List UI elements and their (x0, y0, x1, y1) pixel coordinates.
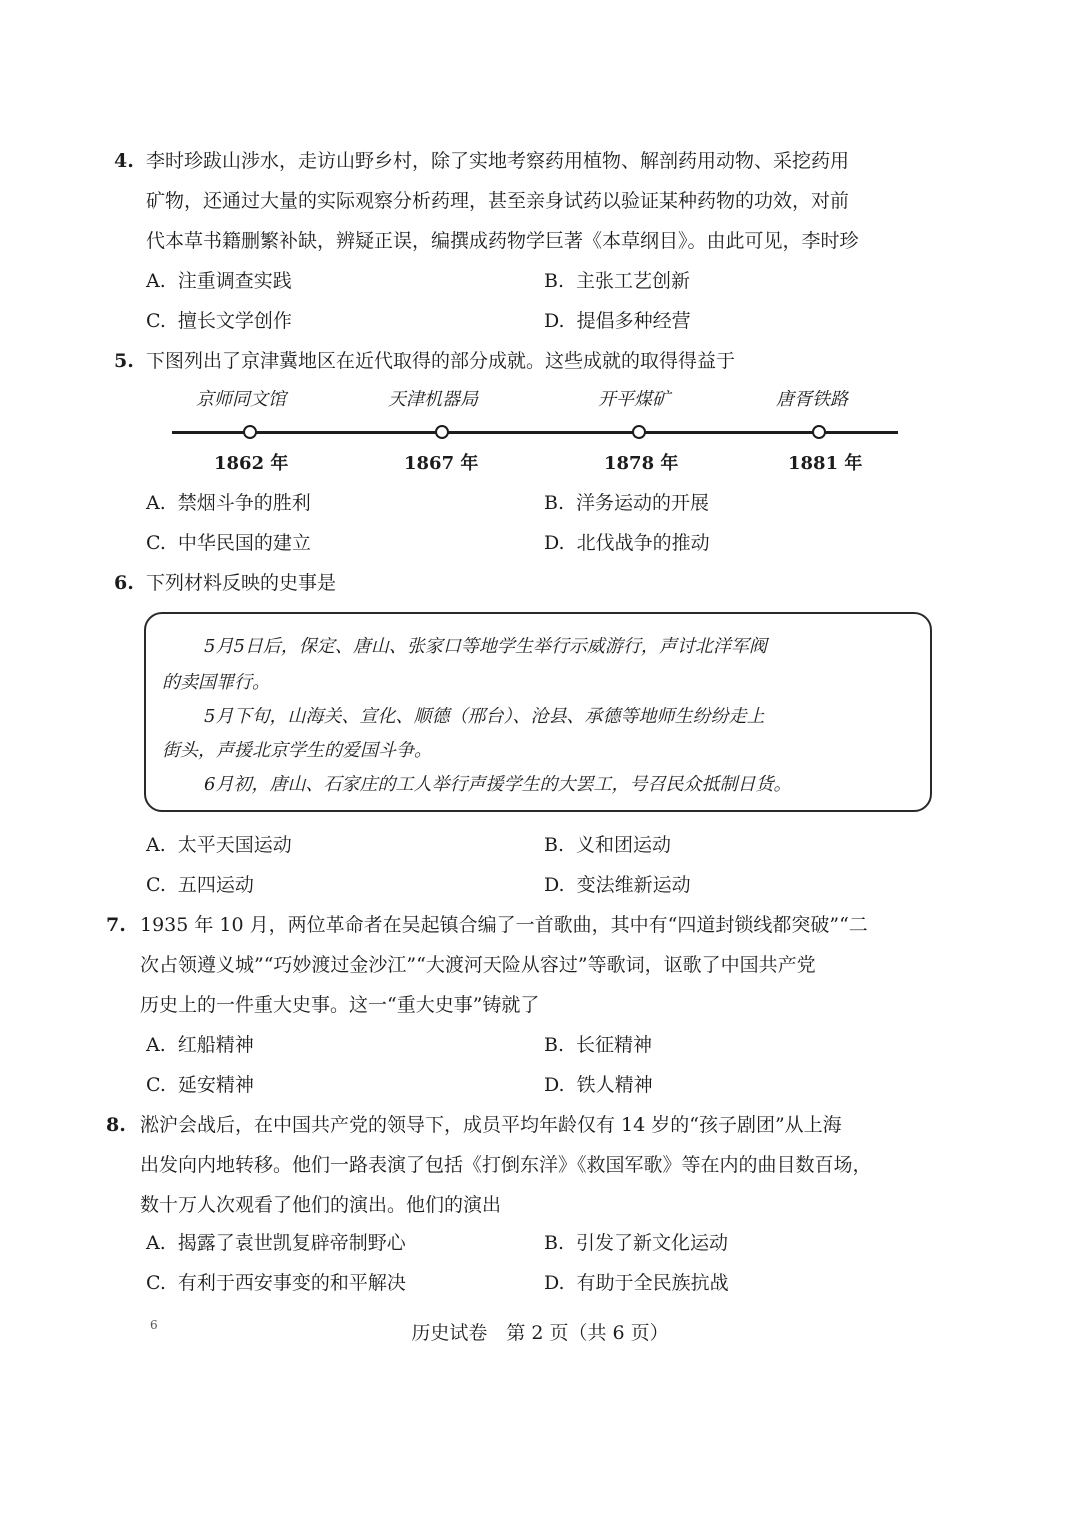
option-text: 变法维新运动 (576, 874, 691, 896)
option-b[interactable] (544, 268, 690, 294)
option-text: 擅长文学创作 (177, 310, 292, 332)
option-d[interactable] (544, 530, 710, 556)
option-text: 长征精神 (576, 1034, 653, 1056)
question-stem-line: 历史上的一件重大史事。这一“重大史事”铸就了 (140, 994, 540, 1016)
timeline-axis (172, 431, 898, 434)
timeline-label: 天津机器局 (388, 389, 478, 410)
option-text: 洋务运动的开展 (576, 492, 710, 514)
timeline-year: 1862 年 (214, 453, 289, 474)
option-b[interactable] (544, 1230, 728, 1256)
option-letter: B. (544, 1232, 565, 1254)
option-letter: C. (146, 532, 166, 554)
option-a[interactable] (146, 832, 292, 858)
question-number: 4. (114, 150, 134, 172)
option-text: 北伐战争的推动 (576, 532, 710, 554)
option-c[interactable] (146, 530, 311, 556)
option-c[interactable] (146, 1072, 254, 1098)
option-letter: B. (544, 834, 565, 856)
timeline-year: 1878 年 (604, 453, 679, 474)
option-d[interactable] (544, 1270, 729, 1296)
option-text: 义和团运动 (576, 834, 672, 856)
option-letter: B. (544, 270, 565, 292)
question-stem-line: 淞沪会战后，在中国共产党的领导下，成员平均年龄仅有 14 岁的“孩子剧团”从上海 (140, 1114, 842, 1136)
question-number: 8. (106, 1114, 126, 1136)
option-letter: C. (146, 1272, 166, 1294)
option-text: 红船精神 (177, 1034, 254, 1056)
timeline-dot (243, 425, 257, 439)
option-text: 有利于西安事变的和平解决 (177, 1272, 406, 1294)
option-text: 提倡多种经营 (576, 310, 691, 332)
option-letter: D. (544, 1272, 565, 1294)
option-a[interactable] (146, 268, 292, 294)
material-line: 街头，声援北京学生的爱国斗争。 (162, 740, 432, 761)
timeline-dot (435, 425, 449, 439)
option-letter: C. (146, 310, 166, 332)
option-b[interactable] (544, 832, 671, 858)
option-a[interactable] (146, 490, 311, 516)
option-d[interactable] (544, 872, 691, 898)
option-d[interactable] (544, 1072, 653, 1098)
option-c[interactable] (146, 1270, 406, 1296)
option-text: 有助于全民族抗战 (576, 1272, 729, 1294)
question-number: 5. (114, 350, 134, 372)
option-a[interactable] (146, 1230, 406, 1256)
material-line: 5月下旬，山海关、宣化、顺德（邢台）、沧县、承德等地师生纷纷走上 (204, 706, 765, 727)
timeline-dot (632, 425, 646, 439)
option-letter: A. (146, 834, 166, 856)
option-letter: D. (544, 1074, 565, 1096)
option-text: 延安精神 (177, 1074, 254, 1096)
question-stem-line: 出发向内地转移。他们一路表演了包括《打倒东洋》《救国军歌》等在内的曲目数百场， (140, 1154, 872, 1176)
question-number: 7. (106, 914, 126, 936)
material-line: 6月初，唐山、石家庄的工人举行声援学生的大罢工，号召民众抵制日货。 (204, 774, 792, 795)
question-number: 6. (114, 572, 134, 594)
timeline-label: 唐胥铁路 (776, 389, 848, 410)
option-letter: C. (146, 1074, 166, 1096)
option-letter: D. (544, 532, 565, 554)
option-c[interactable] (146, 308, 292, 334)
question-stem-line: 李时珍跋山涉水，走访山野乡村，除了实地考察药用植物、解剖药用动物、采挖药用 (146, 150, 850, 172)
option-letter: A. (146, 270, 166, 292)
timeline-dot (812, 425, 826, 439)
option-letter: A. (146, 1034, 166, 1056)
page-footer: 历史试卷 第 2 页（共 6 页） (411, 1322, 669, 1344)
timeline-year: 1867 年 (404, 453, 479, 474)
page-mark: 6 (150, 1318, 158, 1332)
option-text: 注重调查实践 (177, 270, 292, 292)
option-letter: A. (146, 1232, 166, 1254)
option-text: 五四运动 (177, 874, 254, 896)
option-letter: D. (544, 874, 565, 896)
option-b[interactable] (544, 490, 709, 516)
timeline-year: 1881 年 (788, 453, 863, 474)
option-text: 主张工艺创新 (576, 270, 691, 292)
question-stem-line: 下列材料反映的史事是 (146, 572, 337, 594)
option-text: 引发了新文化运动 (576, 1232, 729, 1254)
option-b[interactable] (544, 1032, 652, 1058)
question-stem-line: 矿物，还通过大量的实际观察分析药理，甚至亲身试药以验证某种药物的功效，对前 (146, 190, 850, 212)
timeline-label: 京师同文馆 (196, 389, 286, 410)
option-d[interactable] (544, 308, 691, 334)
option-text: 禁烟斗争的胜利 (177, 492, 311, 514)
option-letter: D. (544, 310, 565, 332)
option-text: 太平天国运动 (177, 834, 292, 856)
question-stem-line: 代本草书籍删繁补缺，辨疑正误，编撰成药物学巨著《本草纲目》。由此可见，李时珍 (146, 230, 859, 252)
option-a[interactable] (146, 1032, 254, 1058)
material-line: 的卖国罪行。 (162, 672, 270, 693)
question-stem-line: 1935 年 10 月，两位革命者在吴起镇合编了一首歌曲，其中有“四道封锁线都突破”“二 (140, 914, 868, 936)
option-letter: B. (544, 492, 565, 514)
option-text: 揭露了袁世凯复辟帝制野心 (177, 1232, 406, 1254)
option-letter: B. (544, 1034, 565, 1056)
question-stem-line: 下图列出了京津冀地区在近代取得的部分成就。这些成就的取得得益于 (146, 350, 736, 372)
timeline-label: 开平煤矿 (598, 389, 670, 410)
option-text: 铁人精神 (576, 1074, 653, 1096)
option-letter: A. (146, 492, 166, 514)
material-line: 5月5日后，保定、唐山、张家口等地学生举行示威游行，声讨北洋军阀 (204, 636, 767, 657)
question-stem-line: 数十万人次观看了他们的演出。他们的演出 (140, 1194, 502, 1216)
option-text: 中华民国的建立 (177, 532, 311, 554)
option-letter: C. (146, 874, 166, 896)
question-stem-line: 次占领遵义城”“巧妙渡过金沙江”“大渡河天险从容过”等歌词，讴歌了中国共产党 (140, 954, 816, 976)
option-c[interactable] (146, 872, 254, 898)
